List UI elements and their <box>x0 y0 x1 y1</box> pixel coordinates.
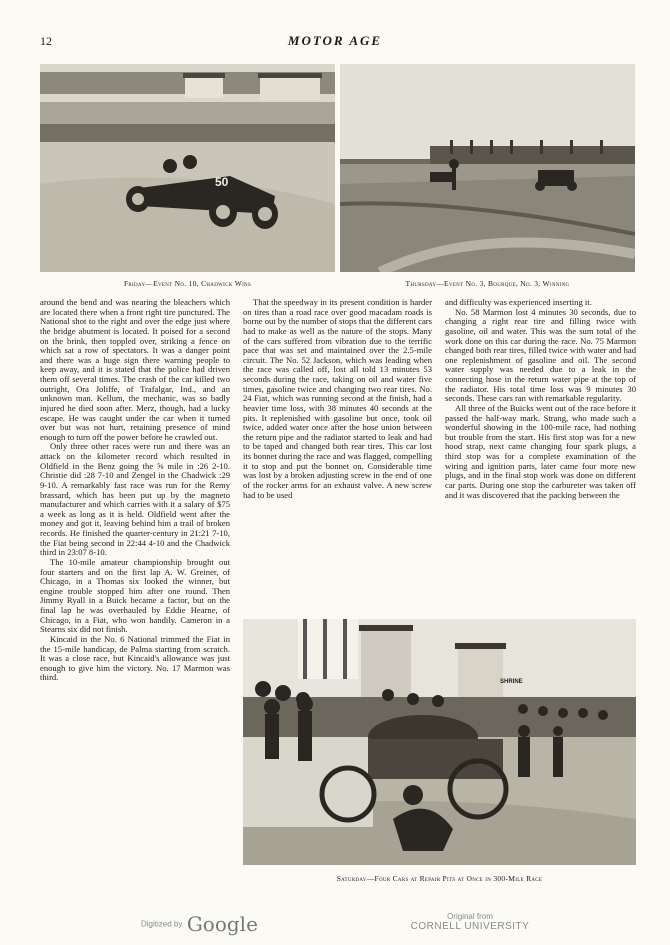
column-right <box>445 298 636 500</box>
column-left <box>40 298 230 683</box>
paragraph: That the speedway in its present condition is harder on tires than a road race over good macadam roads is borne out by the number of stops that the different cars had to make as well as the nature of the stops. Many of the cars suffered from vibration due to the terrific pace that was set and maintained over the 2.5-mile circuit. The No. 52 Jackson, which was leading when the race was called off, lost all told 13 minutes 53 seconds during the race, taking on oil and water five times, gasoline twice and changing two rear tires. No. 24 Fiat, which was running second at the finish, had a heavier time loss, with 38 minutes 40 seconds at the pits. It replenished with gasoline but once, took oil twice, added water once after the hose union between the return pipe and the radiator started to leak and had to be taped and changed both rear tires. This car lost its bonnet during the race and was flagged, compelling it to stop and put the bonnet on. Considerable time was lost by a broken adjusting screw in the end of one of the rocker arms for an exhaust valve. A new screw had to be used <box>243 297 432 500</box>
shrine-sign: SHRINE <box>500 679 523 685</box>
paragraph: and difficulty was experienced inserting it. <box>445 297 592 307</box>
paragraph: Kincaid in the No. 6 National trimmed the Fiat in the 15-mile handicap, de Palma starting from scratch. It was a close race, but Kincaid's allowance was just enough to give him the victory. No. 17 Marmon was third. <box>40 633 230 683</box>
photo-chadwick-wins <box>40 64 335 272</box>
google-logo: Google <box>186 912 258 936</box>
photo-bourque-winning <box>340 64 635 272</box>
caption-chadwick-wins: Friday—Event No. 10, Chadwick Wins <box>123 279 252 288</box>
footer-cornell-mark <box>400 912 540 932</box>
photo-repair-pits <box>243 619 636 865</box>
paragraph: Only three other races were run and there was an attack on the kilometer record which resulted in Oldfield in the Benz going the ⅝ mile in :26 2-10. Christie did :28 7-10 and Zengel in the Chadwick :29 9-10. A remarkably fast race was run for the Remy brassard, which has been put up by the magneto manufacturer and which carries with it a salary of $75 a week as long as it is held. Oldfield went after the money and got it, leaving behind him a trail of broken records. He finished the quarter-century in 21:21 7-10, the Fiat being second in 22:44 4-10 and the Chadwick third in 23:07 8-10. <box>40 441 230 558</box>
digitized-by-label: Digitized by <box>141 919 183 929</box>
caption-bourque-winning: Thursday—Event No. 3, Bourque, No. 3, Winning <box>405 279 570 288</box>
footer-google-mark <box>141 912 258 936</box>
original-from-label: Original from <box>447 912 493 921</box>
paragraph: No. 58 Marmon lost 4 minutes 30 seconds, due to changing a right rear tire and filling twice with gasoline, oil and water. This was the sum total of the work done on this car during the race. No. 75 Marmon changed both rear tires, filled twice with water and had one replenishment of gasoline and oil. The second water supply was needed due to a leak in the connecting hose in the return water pipe at the top of the radiator. His total time loss was 9 minutes 30 seconds. These cars ran with remarkable regularity. <box>445 306 636 404</box>
running-head: MOTOR AGE <box>287 33 383 48</box>
car-number-50: 50 <box>215 175 229 189</box>
paragraph: around the bend and was nearing the bleachers which are located there when a front right tire punctured. The National shot to the right and over the edge just where the bridge abutment is located. It poised for a second on the brink, then toppled over, striking a fence on which sat a row of spectators. It was a danger point and there was a huge sign there warning people to keep away, and it is stated that the police had driven them off several times. The crash of the car killed two outright, Ora Joliffe, of Trafalgar, Ind., and an unknown man. Kellum, the mechanic, was so badly injured he died soon after. Merz, though, had a lucky escape. He was caught under the car when it turned over but was not hurt, retaining presence of mind enough to turn off the power before he crawled out. <box>40 297 230 442</box>
column-middle <box>243 298 432 500</box>
page-number: 12 <box>40 34 52 48</box>
paragraph: The 10-mile amateur championship brought out four starters and on the first lap A. W. Greiner, of Chicago, in a Thomas six looked the winner, but engine trouble stopped him after one round. Then Jimmy Ryall in a Buick became a factor, but on the final lap he was overhauled by Eddie Hearne, of Chicago, in a Fiat, who won handily. Cameron in a Stearns six did not finish. <box>40 556 230 635</box>
institution-label: CORNELL UNIVERSITY <box>410 921 530 932</box>
paragraph: All three of the Buicks went out of the race before it passed the half-way mark. Strang, who made such a wonderful showing in the 100-mile race, had nothing but trouble from the start. His first stop was for a new hood strap, next came changing four spark plugs, a third stop was for a complete examination of the wiring and ignition parts, later came four more new plugs, and in the final stop work was done on different car parts. During one stop the carbureter was taken off and it was discovered that the packing between the <box>445 402 636 500</box>
caption-repair-pits: Saturday—Four Cars at Repair Pits at Once in 300-Mile Race <box>336 874 543 883</box>
